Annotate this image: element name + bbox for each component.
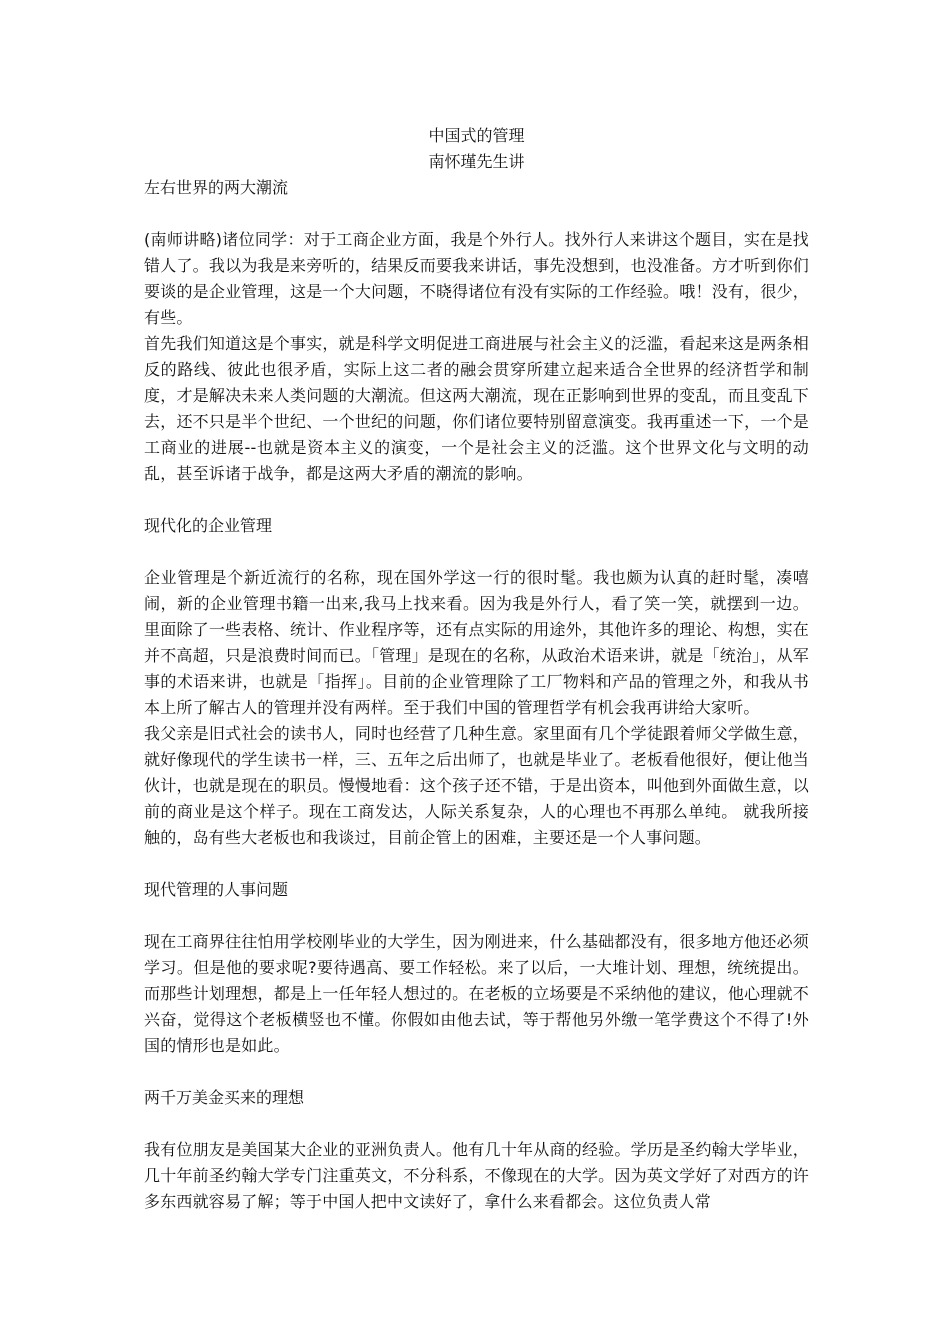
section-heading: 现代化的企业管理	[144, 516, 273, 535]
section-heading: 两千万美金买来的理想	[144, 1088, 305, 1107]
section-heading: 现代管理的人事问题	[144, 880, 289, 899]
paragraph: 现在工商界往往怕用学校刚毕业的大学生，因为刚进来，什么基础都没有，很多地方他还必须学习。但是他的要求呢?要待遇高、要工作轻松。来了以后，一大堆计划、理想，统统提出。而那些计划理想，都是上一任年轻人想过的。在老板的立场要是不采纳他的建议，他心理就不兴奋，觉得这个老板横竖也不懂。你假如由他去试，等于帮他另外缴一笔学费这个不得了!外国的情形也是如此。	[144, 932, 809, 1055]
paragraph-spacer	[144, 1059, 809, 1085]
paragraph-spacer	[144, 1111, 809, 1137]
paragraph-spacer	[144, 851, 809, 877]
document-title: 中国式的管理	[428, 126, 525, 145]
paragraph: 首先我们知道这是个事实，就是科学文明促进工商进展与社会主义的泛滥，看起来这是两条相反的路线、彼此也很矛盾，实际上这二者的融会贯穿所建立起来适合全世界的经济哲学和制度，才是解决未来人类问题的大潮流。但这两大潮流，现在正影响到世界的变乱，而且变乱下去，还不只是半个世纪、一个世纪的问题，你们诸位要特别留意演变。我再重述一下，一个是工商业的进展--也就是资本主义的演变，一个是社会主义的泛滥。这个世界文化与文明的动乱，甚至诉诸于战争，都是这两大矛盾的潮流的影响。	[144, 334, 809, 483]
paragraph-spacer	[144, 539, 809, 565]
paragraph-spacer	[144, 201, 809, 227]
document-page	[144, 123, 809, 1215]
paragraph: 企业管理是个新近流行的名称，现在国外学这一行的很时髦。我也颇为认真的赶时髦，凑嘻闹，新的企业管理书籍一出来,我马上找来看。因为我是外行人，看了笑一笑，就摆到一边。里面除了一些表格、统计、作业程序等，还有点实际的用途外，其他许多的理论、构想，实在并不高超，只是浪费时间而已。「管理」是现在的名称，从政治术语来讲，就是「统治」，从军事的术语来讲，也就是「指挥」。目前的企业管理除了工厂物料和产品的管理之外，和我从书本上所了解古人的管理并没有两样。至于我们中国的管理哲学有机会我再讲给大家听。	[144, 568, 809, 717]
paragraph: (南师讲略)诸位同学：对于工商企业方面，我是个外行人。找外行人来讲这个题目，实在是找错人了。我以为我是来旁听的，结果反而要我来讲话，事先没想到，也没准备。方才听到你们要谈的是企业管理，这是一个大问题，不晓得诸位有没有实际的工作经验。哦！没有，很少，有些。	[144, 230, 809, 327]
paragraph: 我有位朋友是美国某大企业的亚洲负责人。他有几十年从商的经验。学历是圣约翰大学毕业，几十年前圣约翰大学专门注重英文，不分科系，不像现在的大学。因为英文学好了对西方的许多东西就容易了解；等于中国人把中文读好了，拿什么来看都会。这位负责人常	[144, 1140, 809, 1211]
paragraph-spacer	[144, 903, 809, 929]
paragraph-spacer	[144, 487, 809, 513]
paragraph: 我父亲是旧式社会的读书人，同时也经营了几种生意。家里面有几个学徒跟着师父学做生意，就好像现代的学生读书一样，三、五年之后出师了，也就是毕业了。老板看他很好，便让他当伙计，也就是现在的职员。慢慢地看：这个孩子还不错，于是出资本，叫他到外面做生意，以前的商业是这个样子。现在工商发达，人际关系复杂，人的心理也不再那么单纯。 就我所接触的，岛有些大老板也和我谈过，目前企管上的困难，主要还是一个人事问题。	[144, 724, 809, 847]
section-heading: 左右世界的两大潮流	[144, 178, 289, 197]
document-author: 南怀瑾先生讲	[428, 152, 525, 171]
